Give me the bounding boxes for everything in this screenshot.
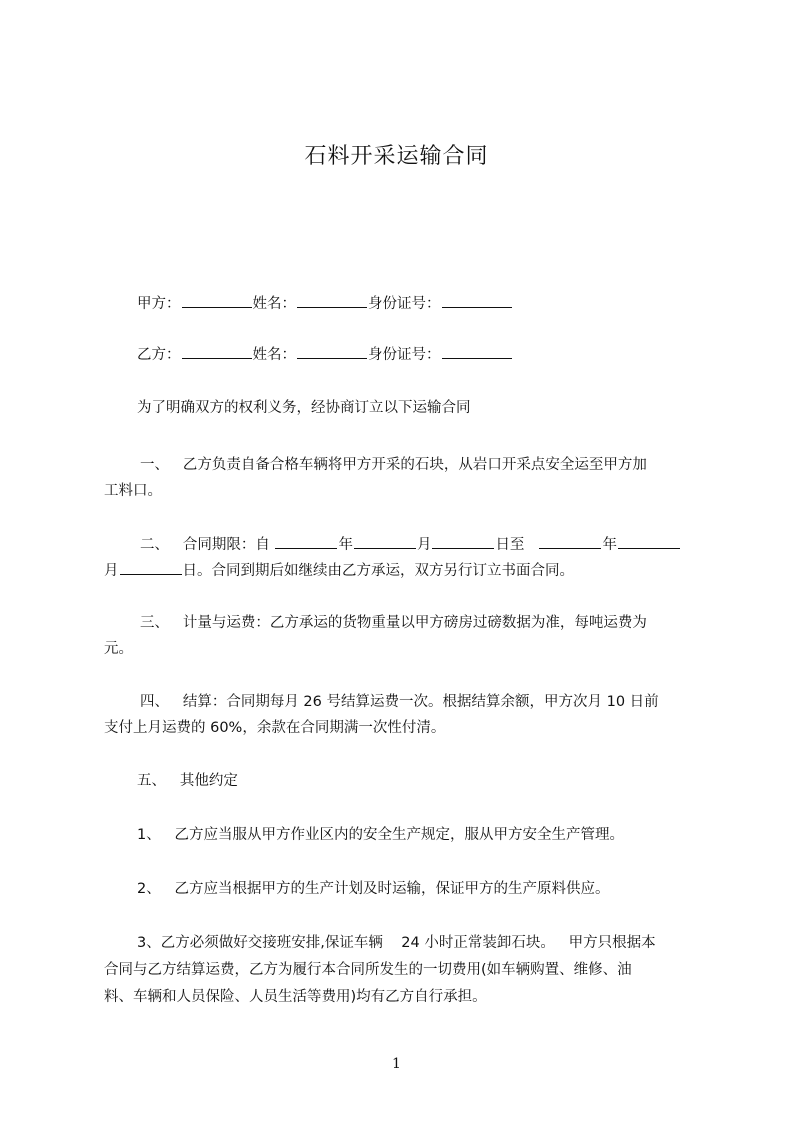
other-item-1: 1、 乙方应当服从甲方作业区内的安全生产规定，服从甲方安全生产管理。 (137, 827, 625, 843)
party-a-line (137, 293, 513, 314)
clause3-line1: 三、 计量与运费：乙方承运的货物重量以甲方磅房过磅数据为准，每吨运费为 (140, 615, 647, 631)
party-b-id-label: 身份证号： (368, 347, 441, 363)
clause3-line2: 元。 (104, 641, 133, 657)
party-b-name-blank (297, 344, 367, 359)
party-b-line (137, 344, 513, 365)
clause4-line1: 四、 结算：合同期每月 26 号结算运费一次。根据结算余额，甲方次月 10 日前 (140, 694, 659, 710)
other-item-3-line3: 料、车辆和人员保险、人员生活等费用)均有乙方自行承担。 (104, 989, 487, 1005)
clause2-month2-blank (618, 534, 680, 549)
page-title: 石料开采运输合同 (304, 144, 489, 169)
clause2-year-blank (275, 534, 337, 549)
clause2-year2-blank (539, 534, 601, 549)
clause4-line2: 支付上月运费的 60%，余款在合同期满一次性付清。 (104, 720, 446, 736)
clause2-month: 月 (416, 537, 432, 553)
party-a-name-label: 姓名： (252, 296, 296, 312)
party-a-name-blank (297, 293, 367, 308)
other-item-2: 2、 乙方应当根据甲方的生产计划及时运输，保证甲方的生产原料供应。 (137, 881, 610, 897)
clause2-line2 (104, 560, 574, 581)
clause1-line2: 工料口。 (104, 483, 162, 499)
party-b-label: 乙方： (137, 347, 181, 363)
clause1-line1: 一、 乙方负责自备合格车辆将甲方开采的石块，从岩口开采点安全运至甲方加 (140, 457, 647, 473)
intro-paragraph: 为了明确双方的权利义务，经协商订立以下运输合同 (137, 400, 471, 416)
party-a-id-label: 身份证号： (368, 296, 441, 312)
clause5-heading: 五、 其他约定 (137, 773, 238, 789)
clause2-day-end: 日。合同到期后如继续由乙方承运，双方另行订立书面合同。 (182, 563, 574, 579)
clause2-day2-blank (120, 560, 182, 575)
clause2-day-to: 日至 (495, 537, 525, 553)
clause2-line1 (140, 534, 681, 555)
clause2-prefix: 二、 合同期限：自 (140, 537, 275, 553)
party-a-label: 甲方： (137, 296, 181, 312)
page-number: 1 (392, 1056, 401, 1072)
party-b-name-label: 姓名： (252, 347, 296, 363)
clause2-month-blank (354, 534, 416, 549)
clause2-year2: 年 (602, 537, 617, 553)
clause2-year: 年 (338, 537, 353, 553)
party-b-id-blank (442, 344, 512, 359)
party-a-id-blank (442, 293, 512, 308)
party-a-blank (182, 293, 252, 308)
clause2-day-blank (432, 534, 494, 549)
other-item-3-line2: 合同与乙方结算运费，乙方为履行本合同所发生的一切费用(如车辆购置、维修、油 (104, 962, 632, 978)
clause2-month2: 月 (104, 563, 119, 579)
other-item-3-line1: 3、乙方必须做好交接班安排,保证车辆 24 小时正常装卸石块。 甲方只根据本 (137, 935, 656, 951)
party-b-blank (182, 344, 252, 359)
